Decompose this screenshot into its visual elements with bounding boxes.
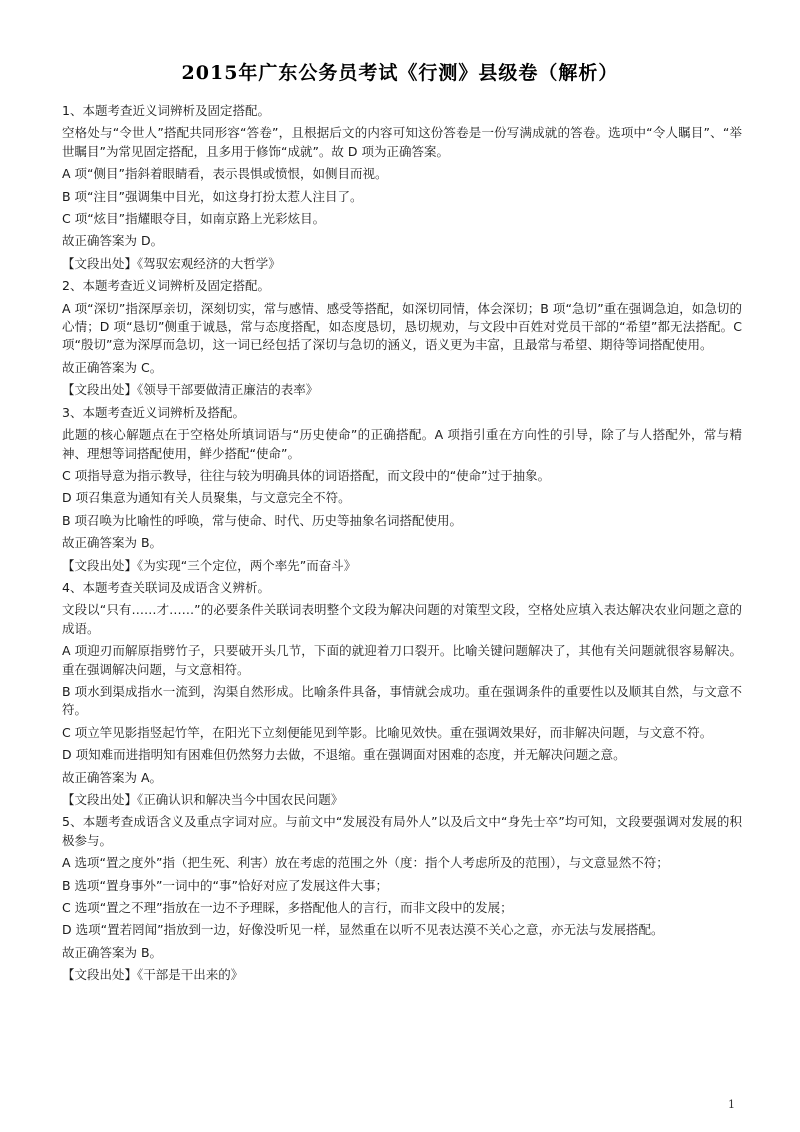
- paragraph: A 项“侧目”指斜着眼睛看，表示畏惧或愤恨，如侧目而视。: [62, 166, 388, 182]
- question-heading: 2、本题考查近义词辨析及固定搭配。: [62, 278, 270, 294]
- page-number: 1: [728, 1098, 735, 1111]
- question-heading: 4、本题考查关联词及成语含义辨析。: [62, 579, 270, 595]
- paragraph: C 项“炫目”指耀眼夺目，如南京路上光彩炫目。: [62, 211, 326, 227]
- page-title: 2015年广东公务员考试《行测》县级卷（解析）: [181, 62, 619, 84]
- question-heading: 3、本题考查近义词辨析及搭配。: [62, 404, 245, 420]
- document-body: [62, 102, 742, 989]
- question-heading: 1、本题考查近义词辨析及固定搭配。: [62, 103, 270, 118]
- question-heading: 5、本题考查成语含义及重点字词对应。与前文中“发展没有局外人”以及后文中“身先士卒”均可知，文段要强调对发展的积极参与。: [62, 814, 742, 848]
- source-citation: 【文段出处】《为实现“三个定位，两个率先”而奋斗》: [62, 557, 357, 573]
- paragraph: D 项召集意为通知有关人员聚集，与文意完全不符。: [62, 490, 351, 506]
- paragraph: C 项立竿见影指竖起竹竿，在阳光下立刻便能见到竿影。比喻见效快。重在强调效果好，而非解决问题，与文意不符。: [62, 724, 713, 740]
- answer-line: 故正确答案为 A。: [62, 769, 163, 785]
- source-citation: 【文段出处】《领导干部要做清正廉洁的表率》: [62, 382, 319, 398]
- paragraph: B 项水到渠成指水一流到，沟渠自然形成。比喻条件具备，事情就会成功。重在强调条件的重要性以及顺其自然，与文意不符。: [62, 683, 742, 718]
- paragraph: C 项指导意为指示教导，往往与较为明确具体的词语搭配，而文段中的“使命”过于抽象。: [62, 467, 551, 483]
- paragraph: A 项迎刃而解原指劈竹子，只要破开头几节，下面的就迎着刀口裂开。比喻关键问题解决了，其他有关问题就很容易解决。重在强调解决问题，与文意相符。: [62, 643, 742, 677]
- paragraph: A 项“深切”指深厚亲切，深刻切实，常与感情、感受等搭配，如深切同情，体会深切；B 项“急切”重在强调急迫，如急切的心情；D 项“恳切”侧重于诚恳，常与态度搭配，如态度恳切，恳切规劝，与文段中百姓对党员干部的“希望”都无法搭配。C 项“殷切”意为深厚而急切，这一词已经包括了深切与急切的涵义，语义更为丰富，且最常与希望、期待等词搭配使用。: [62, 300, 742, 353]
- paragraph: 文段以“只有……才……”的必要条件关联词表明整个文段为解决问题的对策型文段，空格处应填入表达解决农业问题之意的成语。: [62, 602, 742, 636]
- paragraph: 空格处与“令世人”搭配共同形容“答卷”，且根据后文的内容可知这份答卷是一份写满成就的答卷。选项中“令人瞩目”、“举世瞩目”为常见固定搭配，且多用于修饰“成就”。故 D 项为正确答案。: [62, 125, 742, 159]
- source-citation: 【文段出处】《干部是干出来的》: [62, 967, 244, 983]
- answer-line: 故正确答案为 B。: [62, 535, 163, 551]
- answer-line: 故正确答案为 B。: [62, 944, 163, 960]
- paragraph: B 选项“置身事外”一词中的“事”恰好对应了发展这件大事；: [62, 877, 388, 893]
- paragraph: B 项“注目”强调集中目光，如这身打扮太惹人注目了。: [62, 188, 363, 204]
- paragraph: D 项知难而进指明知有困难但仍然努力去做，不退缩。重在强调面对困难的态度，并无解决问题之意。: [62, 747, 626, 763]
- source-citation: 【文段出处】《驾驭宏观经济的大哲学》: [62, 255, 281, 271]
- paragraph: B 项召唤为比喻性的呼唤，常与使命、时代、历史等抽象名词搭配使用。: [62, 512, 463, 528]
- paragraph: 此题的核心解题点在于空格处所填词语与“历史使命”的正确搭配。A 项指引重在方向性的引导，除了与人搭配外，常与精神、理想等词搭配使用，鲜少搭配“使命”。: [62, 427, 742, 461]
- paragraph: D 选项“置若罔闻”指放到一边，好像没听见一样，显然重在以听不见表达漠不关心之意，亦无法与发展搭配。: [62, 922, 664, 938]
- source-citation: 【文段出处】《正确认识和解决当今中国农民问题》: [62, 792, 344, 807]
- answer-line: 故正确答案为 C。: [62, 359, 163, 375]
- answer-line: 故正确答案为 D。: [62, 233, 164, 249]
- paragraph: A 选项“置之度外”指（把生死、利害）放在考虑的范围之外（度：指个人考虑所及的范围），与文意显然不符；: [62, 855, 669, 871]
- paragraph: C 选项“置之不理”指放在一边不予理睬，多搭配他人的言行，而非文段中的发展；: [62, 900, 513, 916]
